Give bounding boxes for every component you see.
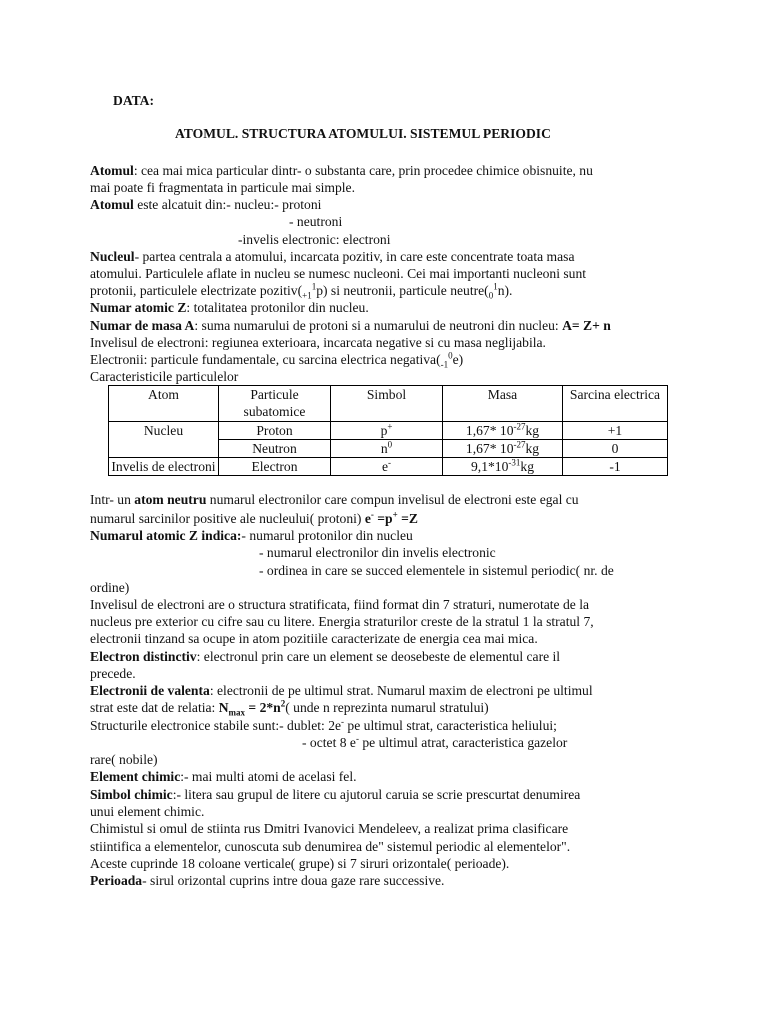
cell-charge: -1: [563, 458, 668, 476]
text-span: este alcatuit din:- nucleu:- protoni: [133, 197, 322, 212]
particles-table: [108, 385, 668, 476]
term-numar-atomic: Numar atomic Z: [90, 300, 187, 315]
mass-text: 1,67* 10: [465, 441, 514, 456]
text-span: : electronul prin care un element se deosebeste de elementul care il: [196, 649, 561, 664]
text-span: ( unde n reprezinta numarul stratului): [285, 700, 489, 715]
formula-e-sup: -: [370, 509, 374, 520]
term-element-chimic: Element chimic: [90, 769, 181, 784]
text-line: Invelisul de electroni are o structura stratificata, fiind format din 7 straturi, numerotate de la: [90, 597, 590, 612]
paragraph-element-chimic: [90, 768, 357, 785]
text-line-nmax: [90, 699, 489, 716]
cell-symbol: [331, 422, 443, 440]
text-span: ).: [504, 283, 513, 298]
text-line: -invelis electronic: electroni: [238, 232, 391, 247]
symbol-text: n: [380, 441, 388, 456]
text-span: ) si neutronii, particule neutre(: [323, 283, 489, 298]
mass-unit: kg: [520, 459, 534, 474]
text-line-neutral-formula: [90, 510, 418, 527]
paragraph-neutral-atom: [90, 491, 579, 508]
formula-sq: 2: [280, 698, 286, 709]
term-z-indica: Numarul atomic Z indica:: [90, 528, 242, 543]
mass-unit: kg: [525, 441, 540, 456]
mass-exp: -27: [513, 439, 526, 450]
text-line: mai poate fi fragmentata in particule mai simple.: [90, 180, 355, 195]
paragraph-distinctive-electron: [90, 648, 560, 665]
mass-formula: A= Z+ n: [562, 318, 611, 333]
symbol-sup: 0: [387, 439, 393, 450]
cell-mass: [443, 458, 563, 476]
formula-e: e: [364, 511, 371, 526]
neutral-formula: [365, 511, 418, 526]
term-simbol-chimic: Simbol chimic: [90, 787, 173, 802]
text-line-octet: [302, 734, 567, 751]
mass-unit: kg: [525, 423, 540, 438]
term-electron-distinctiv: Electron distinctiv: [90, 649, 197, 664]
text-span: :- mai multi atomi de acelasi fel.: [180, 769, 357, 784]
text-line: unui element chimic.: [90, 804, 205, 819]
formula-max: max: [228, 707, 246, 718]
nmax-formula: [218, 698, 286, 718]
symbol-text: p: [380, 423, 388, 438]
octet-sup: -: [355, 733, 359, 744]
header-particule-l2: subatomice: [243, 404, 306, 419]
text-line: atomului. Particulele aflate in nucleu se numesc nucleoni. Cei mai importanti nucleoni sunt: [90, 266, 587, 281]
cell-charge: 0: [563, 440, 668, 458]
paragraph-z-indica: [90, 527, 413, 544]
formula-n: N: [218, 700, 229, 715]
paragraph-perioada: [90, 872, 444, 889]
date-label: DATA:: [113, 93, 155, 108]
paragraph-atom-def: [90, 162, 593, 179]
text-span: : suma numarului de protoni si a numarului de neutroni din nucleu:: [194, 318, 563, 333]
text-span: : totalitatea protonilor din nucleu.: [186, 300, 369, 315]
dublet-sup: -: [341, 716, 345, 727]
paragraph-atomic-number: [90, 299, 369, 316]
text-span: - partea centrala a atomului, incarcata pozitiv, in care este concentrate toata masa: [134, 249, 575, 264]
term-numar-masa: Numar de masa A: [90, 318, 195, 333]
table-caption: Caracteristicile particulelor: [90, 369, 239, 384]
header-simbol: Simbol: [331, 386, 443, 422]
mass-exp: -31: [508, 457, 521, 468]
term-electronii-valenta: Electronii de valenta: [90, 683, 210, 698]
text-span: Structurile electronice stabile sunt:- dublet: 2e: [90, 718, 342, 733]
formula-p: =p: [373, 511, 393, 526]
table-row: [109, 458, 668, 476]
cell-symbol: [331, 458, 443, 476]
paragraph-valence-electrons: [90, 682, 593, 699]
text-span: :- litera sau grupul de litere cu ajutorul caruia se scrie prescurtat denumirea: [172, 787, 581, 802]
neutron-symbol: n: [497, 283, 505, 298]
page-title: ATOMUL. STRUCTURA ATOMULUI. SISTEMUL PERIODIC: [175, 126, 551, 141]
text-span: Intr- un: [90, 492, 135, 507]
electron-charge: -1: [440, 359, 449, 370]
term-nucleul: Nucleul: [90, 249, 135, 264]
cell-symbol: [331, 440, 443, 458]
text-span: : electronii de pe ultimul strat. Numarul maxim de electroni pe ultimul: [209, 683, 593, 698]
text-line: - neutroni: [289, 214, 343, 229]
term-atom-neutru: atom neutru: [134, 492, 207, 507]
cell-charge: +1: [563, 422, 668, 440]
neutron-charge: 0: [488, 290, 494, 301]
cell-atom: Invelis de electroni: [109, 458, 219, 476]
term-atomul: Atomul: [90, 163, 134, 178]
text-line: electronii tinzand sa ocupe in atom pozitiile caracterizate de energia cea mai mica.: [90, 631, 538, 646]
proton-symbol: p: [316, 283, 323, 298]
text-span: - sirul orizontal cuprins intre doua gaze rare successive.: [142, 873, 445, 888]
symbol-text: e: [381, 459, 389, 474]
cell-mass: [443, 422, 563, 440]
text-line: nucleus pre exterior cu cifre sau cu litere. Energia straturilor creste de la stratul 1 la stratul 7,: [90, 614, 594, 629]
header-particule: [219, 386, 331, 422]
text-line: Invelisul de electroni: regiunea exterioara, incarcata negative si cu masa neglijabila.: [90, 335, 546, 350]
term-atomul-2: Atomul: [90, 197, 134, 212]
proton-mass: 1: [311, 281, 317, 292]
text-span: - numarul protonilor din nucleu: [241, 528, 413, 543]
text-line: - ordinea in care se succed elementele in sistemul periodic( nr. de: [259, 563, 614, 578]
header-sarcina: Sarcina electrica: [563, 386, 668, 422]
symbol-sup: +: [387, 421, 393, 432]
mass-exp: -27: [513, 421, 526, 432]
paragraph-simbol-chimic: [90, 786, 580, 803]
text-span: pe ultimul strat, caracteristica heliului;: [344, 718, 557, 733]
cell-atom: Nucleu: [109, 422, 219, 458]
text-line-dublet: [90, 717, 557, 734]
header-particule-l1: Particule: [250, 387, 299, 402]
text-span: : cea mai mica particular dintr- o substanta care, prin procedee chimice obisnuite, nu: [133, 163, 593, 178]
text-line: precede.: [90, 666, 136, 681]
text-line: - numarul electronilor din invelis electronic: [259, 545, 496, 560]
cell-particle: Neutron: [219, 440, 331, 458]
paragraph-mass-number: [90, 317, 611, 334]
cell-mass: [443, 440, 563, 458]
symbol-sup: -: [388, 457, 392, 468]
neutron-mass: 1: [493, 281, 498, 292]
header-masa: Masa: [443, 386, 563, 422]
text-span: - octet 8 e: [302, 735, 356, 750]
header-atom: Atom: [109, 386, 219, 422]
text-line-protons: [90, 282, 512, 299]
text-span: protonii, particulele electrizate pozitiv(: [90, 283, 303, 298]
electron-mass: 0: [448, 350, 453, 361]
paragraph-nucleu: [90, 248, 574, 265]
text-span: Electronii: particule fundamentale, cu sarcina electrica negativa(: [90, 352, 441, 367]
text-span: pe ultimul atrat, caracteristica gazelor: [358, 735, 568, 750]
mass-text: 9,1*10: [471, 459, 509, 474]
text-line: ordine): [90, 580, 130, 595]
proton-charge: +1: [302, 290, 312, 301]
text-line-electrons: [90, 351, 463, 368]
table-header-row: [109, 386, 668, 422]
formula-z: =Z: [397, 511, 418, 526]
term-perioada: Perioada: [90, 873, 143, 888]
formula-eq: = 2*n: [245, 700, 281, 715]
text-line: rare( nobile): [90, 752, 158, 767]
cell-particle: Electron: [219, 458, 331, 476]
text-span: strat este dat de relatia:: [90, 700, 219, 715]
formula-p-sup: +: [392, 509, 398, 520]
text-line: Aceste cuprinde 18 coloane verticale( grupe) si 7 siruri orizontale( perioade).: [90, 856, 510, 871]
table-row: [109, 422, 668, 440]
text-span: numarul sarcinilor positive ale nucleului( protoni): [90, 511, 365, 526]
paragraph-atom-structure: [90, 196, 321, 213]
text-span: numarul electronilor care compun invelisul de electroni este egal cu: [206, 492, 579, 507]
electron-symbol: e): [452, 352, 464, 367]
cell-particle: Proton: [219, 422, 331, 440]
mass-text: 1,67* 10: [465, 423, 514, 438]
text-line: Chimistul si omul de stiinta rus Dmitri Ivanovici Mendeleev, a realizat prima clasificare: [90, 821, 569, 836]
text-line: stiintifica a elementelor, cunoscuta sub denumirea de" sistemul periodic al elementelor".: [90, 839, 571, 854]
